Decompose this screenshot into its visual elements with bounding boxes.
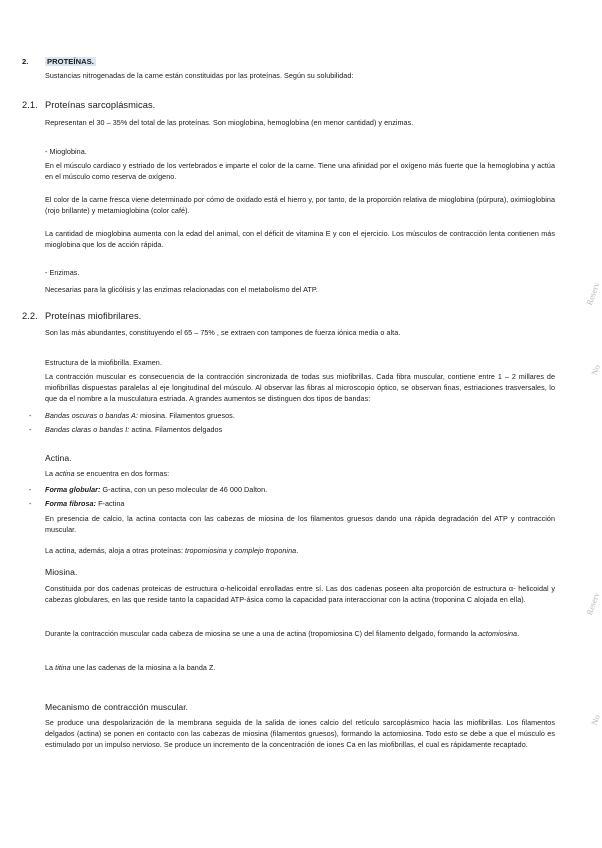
paragraph: El color de la carne fresca viene determinado por cómo de oxidado está el hierro y, por tanto, de la proporción relativa de mioglobina (púrpura), oximioglobina (rojo brillante) y metamioglobina (color café). bbox=[45, 195, 555, 215]
list-item: Forma globular: G-actina, con un peso molecular de 46 000 Dalton. bbox=[45, 485, 268, 494]
paragraph: Son las más abundantes, constituyendo el 65 – 75% , se extraen con tampones de fuerza iónica media o alta. bbox=[45, 328, 401, 337]
paragraph: En presencia de calcio, la actina contacta con las cabezas de miosina de los filamentos gruesos dando una rápida degradación del ATP y contracción muscular. bbox=[45, 514, 555, 534]
paragraph-heading: Actina. bbox=[45, 453, 72, 463]
bullet-marker: - bbox=[29, 499, 32, 508]
paragraph: La titina une las cadenas de la miosina a la banda Z. bbox=[45, 663, 216, 672]
subsection-number: 2.1. bbox=[22, 100, 38, 110]
paragraph: Se produce una despolarización de la membrana seguida de la salida de iones calcio del retículo sarcoplásmico hacia las miofibrillas. Los filamentos delgados (actina) se ponen en contacto con las cabezas de miosina (filamentos gruesos), formando la actomiosina. Todo esto se debe a que el músculo es estimulado por un impulso nervioso. Se produce un incremento de la concentración de iones Ca en las miofibrillas, el cual es rápidamente recaptado. bbox=[45, 718, 555, 749]
section-intro: Sustancias nitrogenadas de la carne están constituidas por las proteínas. Según su solubilidad: bbox=[45, 71, 354, 80]
bullet-marker: - bbox=[29, 411, 32, 420]
list-item: Bandas oscuras o bandas A: miosina. Filamentos gruesos. bbox=[45, 411, 235, 420]
subsection-title: Proteínas miofibrilares. bbox=[45, 311, 142, 321]
watermark: Reserv bbox=[584, 280, 602, 307]
paragraph: La contracción muscular es consecuencia de la contracción sincronizada de todas sus miofibrillas. Cada fibra muscular, contiene entre 1 – 2 millares de miofibrillas dispuestas paralelas al eje longitudinal del músculo. Al observar las fibras al microscopio óptico, se observan finas, estriaciones trasversales, lo que da el nombre a la musculatura estriada. A grandes aumentos se distinguen dos tipos de bandas: bbox=[45, 372, 555, 403]
section-title: PROTEÍNAS. bbox=[47, 57, 94, 66]
paragraph-heading: - Enzimas. bbox=[45, 268, 80, 277]
watermark: Reserv bbox=[584, 590, 602, 617]
paragraph: La cantidad de mioglobina aumenta con la edad del animal, con el déficit de vitamina E y con el ejercicio. Los músculos de contracción lenta contienen más mioglobina que los de acción rápida. bbox=[45, 229, 555, 249]
subsection-number: 2.2. bbox=[22, 311, 38, 321]
section-number: 2. bbox=[22, 57, 29, 66]
list-item: Bandas claras o bandas I: actina. Filamentos delgados bbox=[45, 425, 223, 434]
paragraph-heading: - Mioglobina. bbox=[45, 147, 87, 156]
paragraph: Constituida por dos cadenas proteicas de estructura α-helicoidal enrolladas entre sí. Las dos cadenas poseen alta proporción de estructura α- helicoidal y cabezas globulares, en las que reside tanto la capacidad ATP-ásica como la capacidad para interaccionar con la actina (troponina C alojada en ella). bbox=[45, 584, 555, 604]
bullet-marker: - bbox=[29, 425, 32, 434]
paragraph: La actina se encuentra en dos formas: bbox=[45, 469, 170, 478]
list-item: Forma fibrosa: F-actina bbox=[45, 499, 125, 508]
watermark: No bbox=[589, 363, 602, 377]
paragraph-heading: Estructura de la miofibrilla. Examen. bbox=[45, 358, 162, 367]
paragraph: Durante la contracción muscular cada cabeza de miosina se une a una de actina (tropomiosina C) del filamento delgado, formando la actomiosina. bbox=[45, 629, 520, 638]
watermark: No bbox=[589, 713, 602, 727]
paragraph: En el músculo cardiaco y estriado de los vertebrados e imparte el color de la carne. Tiene una afinidad por el oxígeno más fuerte que la hemoglobina y actúa en el músculo como reserva de oxígeno. bbox=[45, 161, 555, 181]
paragraph-heading: Mecanismo de contracción muscular. bbox=[45, 702, 189, 712]
subsection-title: Proteínas sarcoplásmicas. bbox=[45, 100, 156, 110]
paragraph: La actina, además, aloja a otras proteínas: tropomiosina y complejo troponina. bbox=[45, 546, 299, 555]
paragraph: Representan el 30 – 35% del total de las proteínas. Son mioglobina, hemoglobina (en menor cantidad) y enzimas. bbox=[45, 118, 414, 127]
bullet-marker: - bbox=[29, 485, 32, 494]
paragraph: Necesarias para la glicólisis y las enzimas relacionadas con el metabolismo del ATP. bbox=[45, 285, 318, 294]
paragraph-heading: Miosina. bbox=[45, 567, 78, 577]
